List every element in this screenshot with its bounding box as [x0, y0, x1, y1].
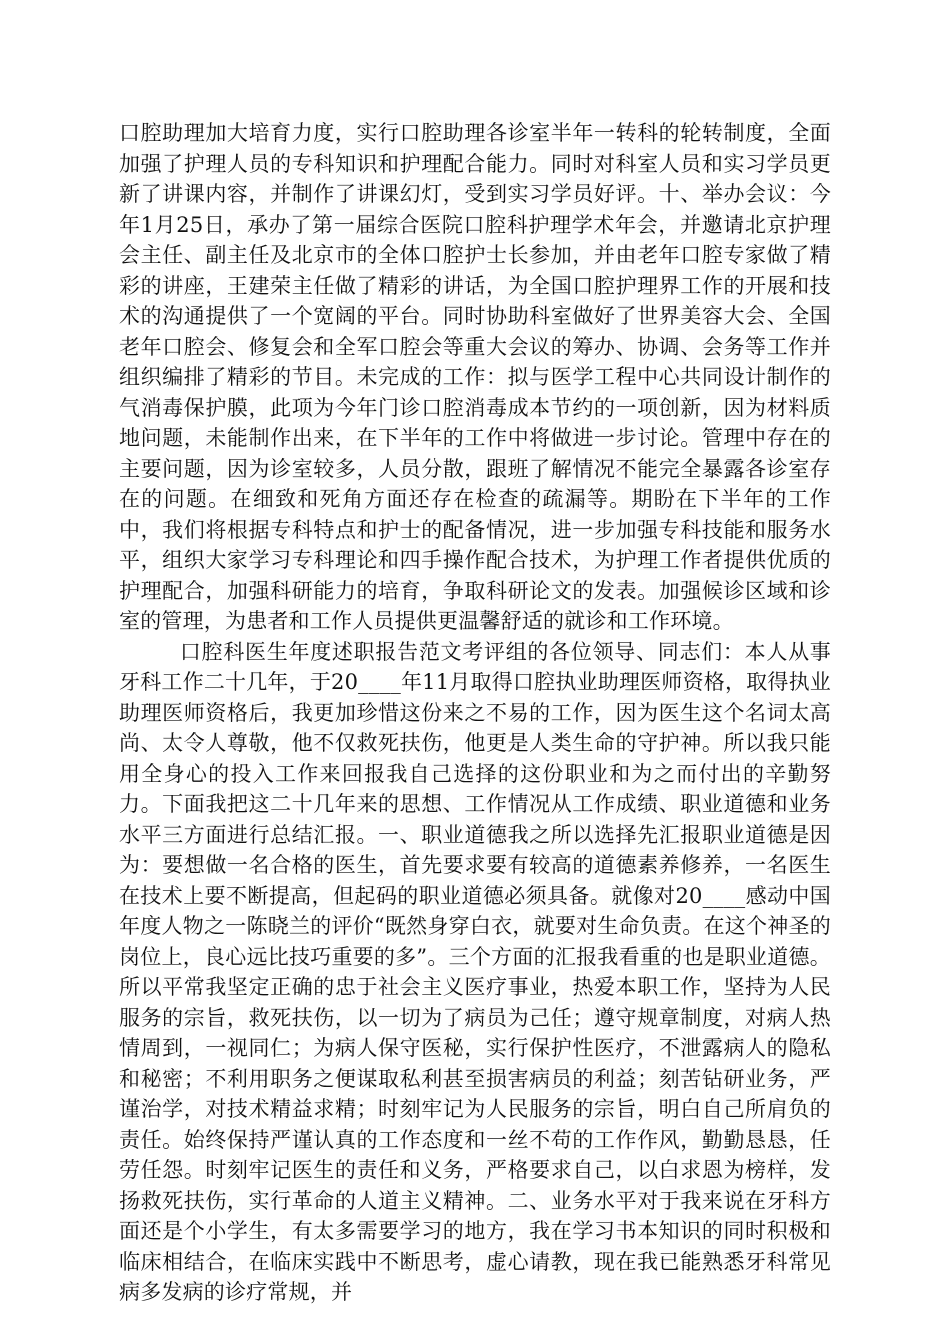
document-body: [119, 118, 831, 1308]
paragraph-dentist-report: 口腔科医生年度述职报告范文考评组的各位领导、同志们：本人从事牙科工作二十几年，于20____年11月取得口腔执业助理医师资格，取得执业助理医师资格后，我更加珍惜这份来之不易的工作，因为医生这个名词太高尚、太令人尊敬，他不仅救死扶伤，他更是人类生命的守护神。所以我只能用全身心的投入工作来回报我自己选择的这份职业和为之而付出的辛勤努力。下面我把这二十几年来的思想、工作情况从工作成绩、职业道德和业务水平三方面进行总结汇报。一、职业道德我之所以选择先汇报职业道德是因为：要想做一名合格的医生，首先要求要有较高的道德素养修养，一名医生在技术上要不断提高，但起码的职业道德必须具备。就像对20____感动中国年度人物之一陈晓兰的评价“既然身穿白衣，就要对生命负责。在这个神圣的岗位上，良心远比技巧重要的多”。三个方面的汇报我看重的也是职业道德。所以平常我坚定正确的忠于社会主义医疗事业，热爱本职工作，坚持为人民服务的宗旨，救死扶伤，以一切为了病员为己任；遵守规章制度，对病人热情周到，一视同仁；为病人保守医秘，实行保护性医疗，不泄露病人的隐私和秘密；不利用职务之便谋取私利甚至损害病员的利益；刻苦钻研业务，严谨治学，对技术精益求精；时刻牢记为人民服务的宗旨，明白自己所肩负的责任。始终保持严谨认真的工作态度和一丝不苟的工作作风，勤勤恳恳，任劳任怨。时刻牢记医生的责任和义务，严格要求自己，以白求恩为榜样，发扬救死扶伤，实行革命的人道主义精神。二、业务水平对于我来说在牙科方面还是个小学生，有太多需要学习的地方，我在学习书本知识的同时积极和临床相结合，在临床实践中不断思考，虚心请教，现在我已能熟悉牙科常见病多发病的诊疗常规，并: [119, 639, 831, 1304]
paragraph-nursing-summary: 口腔助理加大培育力度，实行口腔助理各诊室半年一转科的轮转制度，全面加强了护理人员的专科知识和护理配合能力。同时对科室人员和实习学员更新了讲课内容，并制作了讲课幻灯，受到实习学员好评。十、举办会议：今年1月25日，承办了第一届综合医院口腔科护理学术年会，并邀请北京护理会主任、副主任及北京市的全体口腔护士长参加，并由老年口腔专家做了精彩的讲座，王建荣主任做了精彩的讲话，为全国口腔护理界工作的开展和技术的沟通提供了一个宽阔的平台。同时协助科室做好了世界美容大会、全国老年口腔会、修复会和全军口腔会等重大会议的筹办、协调、会务等工作并组织编排了精彩的节目。未完成的工作：拟与医学工程中心共同设计制作的气消毒保护膜，此项为今年门诊口腔消毒成本节约的一项创新，因为材料质地问题，未能制作出来，在下半年的工作中将做进一步讨论。管理中存在的主要问题，因为诊室较多，人员分散，跟班了解情况不能完全暴露各诊室存在的问题。在细致和死角方面还存在检查的疏漏等。期盼在下半年的工作中，我们将根据专科特点和护士的配备情况，进一步加强专科技能和服务水平，组织大家学习专科理论和四手操作配合技术，为护理工作者提供优质的护理配合，加强科研能力的培育，争取科研论文的发表。加强候诊区域和诊室的管理，为患者和工作人员提供更温馨舒适的就诊和工作环境。: [119, 121, 831, 633]
